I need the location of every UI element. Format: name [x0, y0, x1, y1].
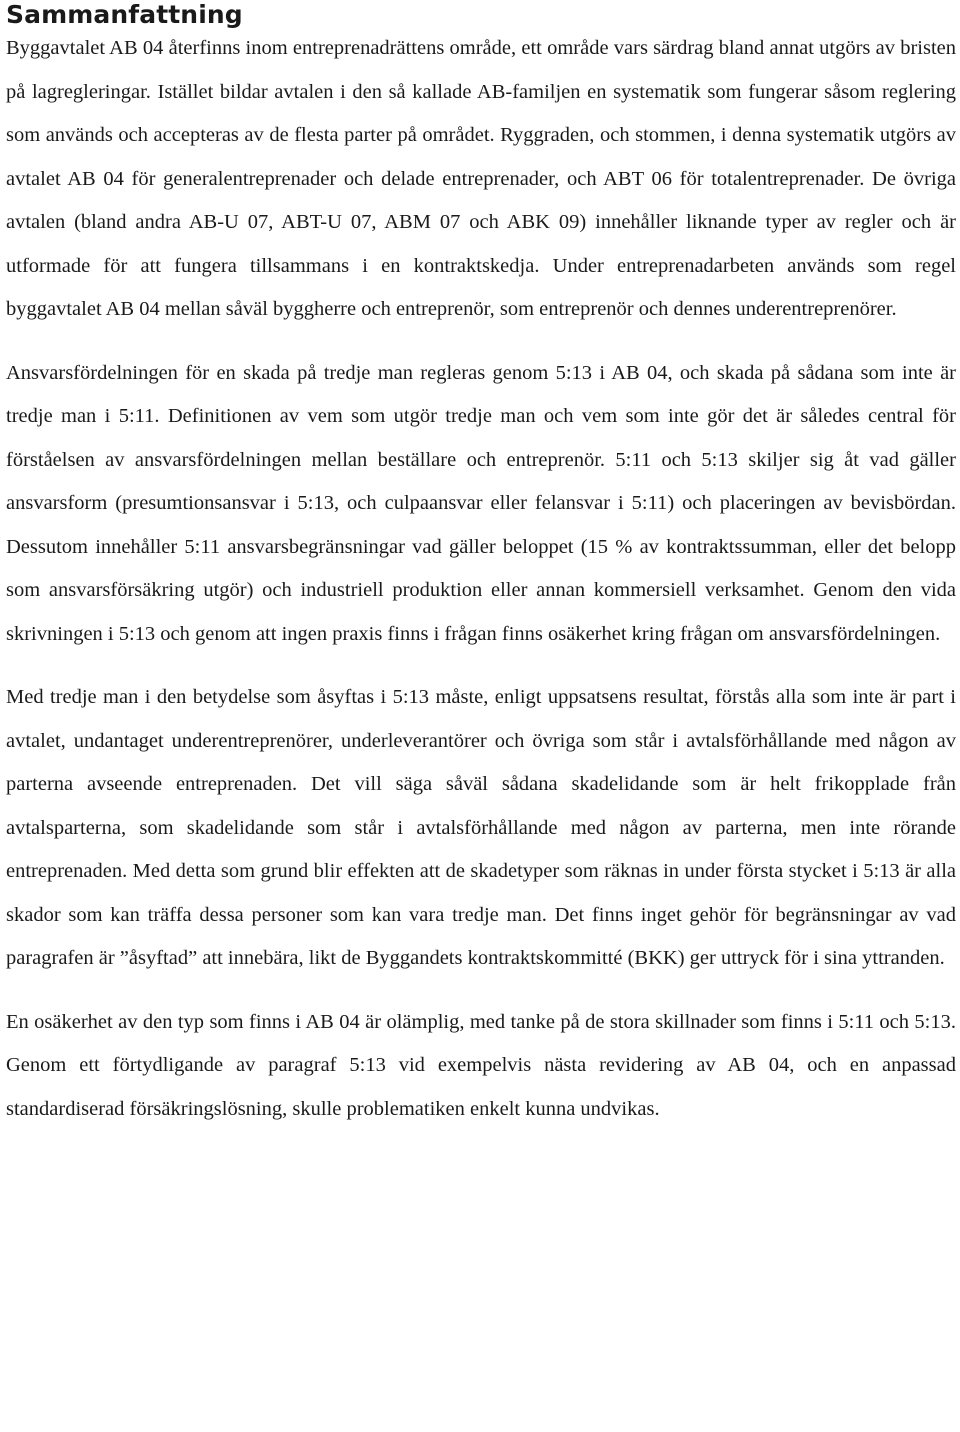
paragraph-slutsats: En osäkerhet av den typ som finns i AB 04 är olämplig, med tanke på de stora skillnader som finns i 5:11 och 5:13. Genom ett förtydligande av paragraf 5:13 vid exempelvis nästa revidering av AB 04, och en anpassad standardiserad försäkringslösning, skulle problematiken enkelt kunna undvikas. [6, 1010, 956, 1120]
paragraph-tredje-man: Med tredje man i den betydelse som åsyftas i 5:13 måste, enligt uppsatsens resultat, förstås alla som inte är part i avtalet, undantaget underentreprenörer, underleverantörer och övriga som står i avtalsförhållande med någon av parterna avseende entreprenaden. Det vill säga såväl sådana skadelidande som är helt frikopplade från avtalsparterna, som skadelidande som står i avtalsförhållande med någon av parterna, men inte rörande entreprenaden. Med detta som grund blir effekten att de skadetyper som räknas in under första stycket i 5:13 är alla skador som kan träffa dessa personer som kan vara tredje man. Det finns inget gehör för begränsningar av vad paragrafen är ”åsyftad” att innebära, likt de Byggandets kontraktskommitté (BKK) ger uttryck för i sina yttranden. [6, 686, 956, 969]
document-page [6, 0, 956, 1131]
paragraph-ansvarsfordelning: Ansvarsfördelningen för en skada på tredje man regleras genom 5:13 i AB 04, och skada på sådana som inte är tredje man i 5:11. Definitionen av vem som utgör tredje man och vem som inte gör det är således central för förståelsen av ansvarsfördelningen mellan beställare och entreprenör. 5:11 och 5:13 skiljer sig åt vad gäller ansvarsform (presumtionsansvar i 5:13, och culpaansvar eller felansvar i 5:11) och placeringen av bevisbördan. Dessutom innehåller 5:11 ansvarsbegränsningar vad gäller beloppet (15 % av kontraktssumman, eller det belopp som ansvarsförsäkring utgör) och industriell produktion eller annan kommersiell verksamhet. Genom den vida skrivningen i 5:13 och genom att ingen praxis finns i frågan finns osäkerhet kring frågan om ansvarsfördelningen. [6, 361, 956, 645]
section-heading: Sammanfattning [6, 0, 243, 29]
paragraph-ab-familjen: Byggavtalet AB 04 återfinns inom entreprenadrättens område, ett område vars särdrag bland annat utgörs av bristen på lagregleringar. Istället bildar avtalen i den så kallade AB-familjen en systematik som fungerar såsom reglering som används och accepteras av de flesta parter på området. Ryggraden, och stommen, i denna systematik utgörs av avtalet AB 04 för generalentreprenader och delade entreprenader, och ABT 06 för totalentreprenader. De övriga avtalen (bland andra AB-U 07, ABT-U 07, ABM 07 och ABK 09) innehåller liknande typer av regler och är utformade för att fungera tillsammans i en kontraktskedja. Under entreprenadarbeten används som regel byggavtalet AB 04 mellan såväl byggherre och entreprenör, som entreprenör och dennes underentreprenörer. [6, 37, 956, 320]
